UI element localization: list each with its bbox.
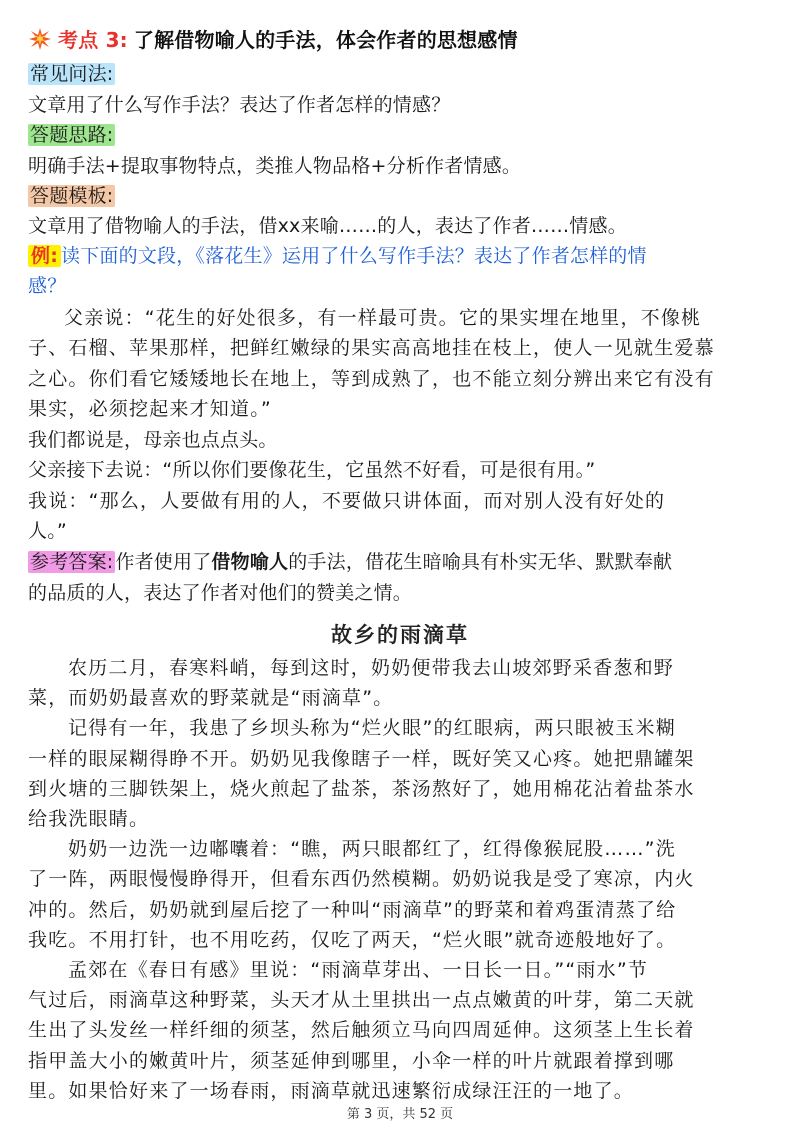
story-line: 奶奶一边洗一边嘟囔着：“瞧，两只眼都红了，红得像猴屁股……”洗 bbox=[68, 838, 676, 861]
page-number: 第 3 页，共 52 页 bbox=[346, 1107, 454, 1122]
story-line: 到火塘的三脚铁架上，烧火煎起了盐茶，茶汤熬好了，她用棉花沾着盐茶水 bbox=[28, 777, 695, 800]
section-header bbox=[28, 26, 776, 54]
passage-line: 我说：“那么，人要做有用的人，不要做只讲体面，而对别人没有好处的 bbox=[28, 490, 666, 512]
story-line: 冲的。然后，奶奶就到屋后挖了一种叫“雨滴草”的野菜和着鸡蛋清蒸了给 bbox=[28, 898, 677, 921]
reference-answer-text: 作者使用了 bbox=[115, 551, 212, 573]
common-question-text: 文章用了什么写作手法？表达了作者怎样的情感？ bbox=[28, 94, 451, 116]
example-label: 例: bbox=[28, 245, 61, 267]
passage-line: 人。” bbox=[28, 520, 67, 542]
story-line: 里。如果恰好来了一场春雨，雨滴草就迅速繁衍成绿汪汪的一地了。 bbox=[28, 1079, 635, 1102]
story-line: 给我洗眼睛。 bbox=[28, 808, 150, 830]
reference-answer-text-cont: 的手法，借花生暗喻具有朴实无华、默默奉献 bbox=[288, 551, 673, 573]
reference-answer-line2: 的品质的人，表达了作者对他们的赞美之情。 bbox=[28, 582, 413, 604]
answer-idea-text: 明确手法+提取事物特点，类推人物品格+分析作者情感。 bbox=[28, 155, 522, 177]
answer-idea-label: 答题思路: bbox=[30, 124, 114, 146]
common-question-label-row bbox=[28, 60, 776, 88]
story-line: 菜，而奶奶最喜欢的野菜就是“雨滴草”。 bbox=[28, 687, 394, 710]
section-title: 了解借物喻人的手法，体会作者的思想感情 bbox=[133, 28, 518, 52]
answer-template-label: 答题模板: bbox=[30, 185, 114, 207]
passage-line: 父亲接下去说：“所以你们要像花生，它虽然不好看，可是很有用。” bbox=[28, 459, 596, 481]
example-question-row bbox=[28, 242, 776, 270]
reference-answer-row bbox=[28, 548, 776, 576]
reference-answer-label: 参考答案: bbox=[30, 551, 114, 573]
passage-line: 果实，必须挖起来才知道。” bbox=[28, 398, 272, 420]
story-line: 农历二月，春寒料峭，每到这时，奶奶便带我去山坡郊野采香葱和野 bbox=[68, 657, 675, 679]
reference-answer-keyword: 借物喻人 bbox=[211, 551, 289, 573]
story-line: 气过后，雨滴草这种野菜，头天才从土里拱出一点点嫩黄的叶芽，第二天就 bbox=[28, 989, 695, 1012]
kaodian-label: 考点 3: bbox=[58, 28, 128, 52]
story-title: 故乡的雨滴草 bbox=[331, 623, 469, 647]
common-question-label: 常见问法: bbox=[30, 63, 114, 85]
story-line: 指甲盖大小的嫩黄叶片，须茎延伸到哪里，小伞一样的叶片就跟着撑到哪 bbox=[28, 1049, 675, 1072]
story-line: 孟郊在《春日有感》里说：“雨滴草芽出、一日长一日。”“雨水”节 bbox=[68, 959, 649, 981]
passage-line: 子、石榴、苹果那样，把鲜红嫩绿的果实高高地挂在枝上，使人一见就生爱慕 bbox=[28, 337, 715, 359]
example-question-cont: 感？ bbox=[28, 275, 67, 297]
example-question: 读下面的文段，《落花生》运用了什么写作手法？表达了作者怎样的情 bbox=[61, 245, 647, 267]
answer-template-label-row bbox=[28, 182, 776, 210]
story-line: 一样的眼屎糊得睁不开。奶奶见我像瞎子一样，既好笑又心疼。她把鼎罐架 bbox=[28, 747, 695, 770]
burst-icon bbox=[28, 27, 52, 51]
passage-line: 之心。你们看它矮矮地长在地上，等到成熟了，也不能立刻分辨出来它有没有 bbox=[28, 368, 715, 390]
story-line: 生出了头发丝一样纤细的须茎，然后触须立马向四周延伸。这须茎上生长着 bbox=[28, 1019, 695, 1042]
story-line: 记得有一年，我患了乡坝头称为“烂火眼”的红眼病，两只眼被玉米糊 bbox=[68, 717, 676, 740]
story-line: 我吃。不用打针，也不用吃药，仅吃了两天，“烂火眼”就奇迹般地好了。 bbox=[28, 928, 677, 951]
passage-line: 父亲说：“花生的好处很多，有一样最可贵。它的果实埋在地里，不像桃 bbox=[64, 307, 702, 329]
answer-idea-label-row bbox=[28, 121, 776, 149]
story-line: 了一阵，两眼慢慢睁得开，但看东西仍然模糊。奶奶说我是受了寒凉，内火 bbox=[28, 868, 695, 891]
passage-line: 我们都说是，母亲也点点头。 bbox=[28, 429, 278, 451]
answer-template-text: 文章用了借物喻人的手法，借xx来喻……的人，表达了作者……情感。 bbox=[28, 215, 627, 237]
